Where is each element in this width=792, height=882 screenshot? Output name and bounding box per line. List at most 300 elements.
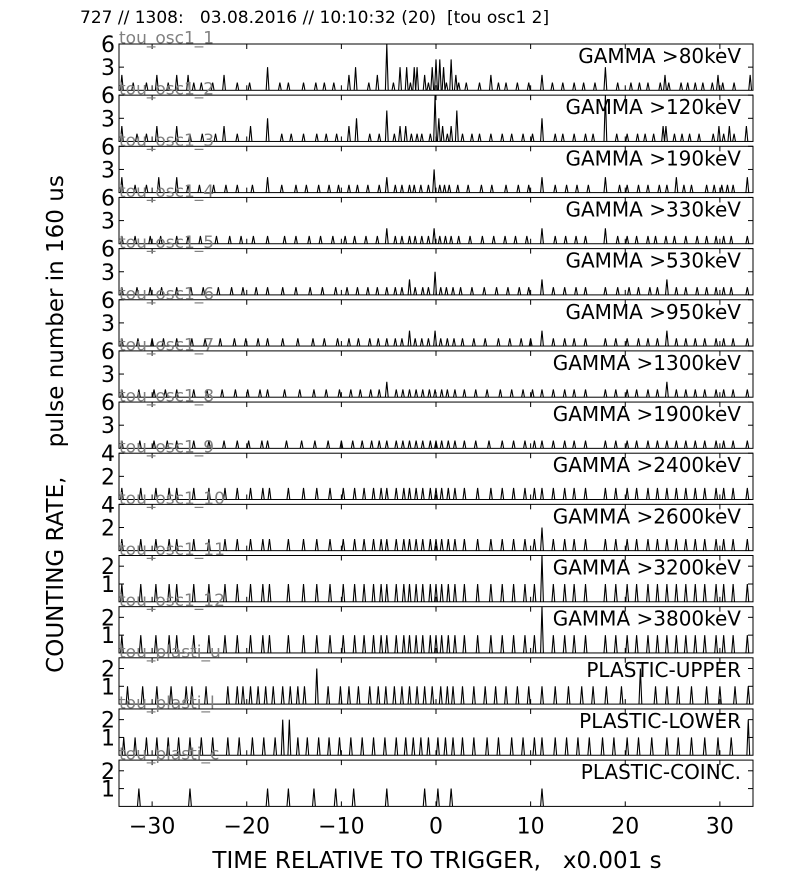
event-spike — [635, 635, 638, 653]
panel-title: GAMMA >3800keV — [552, 606, 741, 631]
event-spike — [395, 488, 398, 500]
event-spike — [576, 185, 579, 193]
event-spike — [681, 134, 684, 142]
event-spike — [361, 441, 364, 449]
channel-label: tou_osc1_1 — [119, 28, 215, 49]
event-spike — [385, 441, 388, 449]
event-spike — [421, 389, 424, 397]
event-spike — [675, 539, 678, 551]
event-spike — [489, 488, 492, 500]
event-spike — [582, 83, 585, 91]
event-spike — [722, 236, 725, 244]
event-spike — [524, 584, 527, 602]
channel-label: tou_plasti_u — [119, 642, 221, 663]
event-spike — [604, 539, 607, 551]
event-spike — [677, 686, 680, 704]
event-spike — [665, 279, 668, 294]
event-spike — [266, 177, 269, 192]
event-spike — [510, 134, 513, 142]
event-spike — [266, 389, 269, 397]
event-spike — [236, 441, 239, 449]
event-spike — [401, 236, 404, 244]
event-spike — [698, 134, 701, 142]
event-spike — [335, 134, 338, 142]
event-spike — [494, 686, 497, 704]
event-spike — [703, 635, 706, 653]
event-spike — [732, 635, 735, 653]
panel-title: GAMMA >2400keV — [552, 453, 741, 478]
event-spike — [476, 584, 479, 602]
event-spike — [541, 737, 544, 755]
event-spike — [298, 389, 301, 397]
event-spike — [684, 635, 687, 653]
event-spike — [249, 539, 252, 551]
event-spike — [349, 389, 352, 397]
event-spike — [359, 389, 362, 397]
event-spike — [522, 134, 525, 142]
panel-title: GAMMA >1300keV — [552, 350, 741, 375]
event-spike — [694, 83, 697, 91]
panel-title: PLASTIC-COINC. — [580, 760, 741, 785]
event-spike — [604, 441, 607, 449]
event-spike — [665, 126, 668, 141]
event-spike — [647, 338, 650, 346]
event-spike — [647, 441, 650, 449]
event-spike — [746, 441, 749, 449]
channel-label: tou_osc1_6 — [119, 284, 215, 305]
event-spike — [614, 584, 617, 602]
event-spike — [296, 686, 299, 704]
event-spike — [408, 389, 411, 397]
x-axis-label: TIME RELATIVE TO TRIGGER, x0.001 s — [212, 848, 662, 874]
event-spike — [635, 236, 638, 244]
event-spike — [281, 287, 284, 295]
event-spike — [465, 83, 468, 91]
event-spike — [573, 441, 576, 449]
event-spike — [308, 236, 311, 244]
event-spike — [393, 686, 396, 704]
event-spike — [573, 539, 576, 551]
event-spike — [444, 236, 447, 244]
event-spike — [262, 737, 265, 755]
event-spike — [527, 83, 530, 91]
event-spike — [656, 441, 659, 449]
event-spike — [635, 539, 638, 551]
event-spike — [484, 686, 487, 704]
event-spike — [366, 185, 369, 193]
event-spike — [452, 737, 455, 755]
channel-label: tou_osc1_4 — [119, 181, 215, 202]
event-spike — [266, 338, 269, 346]
event-spike — [573, 635, 576, 653]
x-tick-label: −20 — [223, 814, 270, 840]
event-spike — [395, 441, 398, 449]
event-spike — [429, 441, 432, 449]
event-spike — [512, 488, 515, 500]
event-spike — [421, 488, 424, 500]
event-spike — [461, 737, 464, 755]
event-spike — [504, 236, 507, 244]
event-spike — [447, 584, 450, 602]
event-spike — [665, 441, 668, 449]
event-spike — [363, 635, 366, 653]
event-spike — [722, 287, 725, 295]
event-spike — [471, 287, 474, 295]
event-spike — [421, 635, 424, 653]
event-spike — [694, 441, 697, 449]
event-spike — [573, 83, 576, 91]
event-spike — [439, 338, 442, 346]
event-spike — [378, 134, 381, 142]
event-spike — [746, 177, 749, 192]
event-spike — [447, 488, 450, 500]
event-spike — [664, 75, 667, 90]
event-spike — [313, 789, 316, 807]
event-spike — [325, 389, 328, 397]
event-spike — [456, 185, 459, 193]
event-spike — [342, 584, 345, 602]
event-spike — [410, 134, 413, 142]
event-spike — [563, 584, 566, 602]
event-spike — [501, 441, 504, 449]
event-spike — [705, 287, 708, 295]
event-spike — [554, 134, 557, 142]
event-spike — [656, 389, 659, 397]
event-spike — [394, 287, 397, 295]
event-spike — [512, 635, 515, 653]
event-spike — [575, 236, 578, 244]
event-spike — [325, 134, 328, 142]
event-spike — [445, 83, 448, 91]
event-spike — [635, 584, 638, 602]
event-spike — [703, 338, 706, 346]
event-spike — [637, 737, 640, 755]
event-spike — [384, 686, 387, 704]
event-spike — [722, 635, 725, 653]
event-spike — [746, 635, 749, 653]
event-spike — [408, 488, 411, 500]
event-spike — [554, 737, 557, 755]
y-tick-label: 2 — [101, 606, 115, 632]
event-spike — [281, 338, 284, 346]
event-spike — [604, 584, 607, 602]
event-spike — [461, 338, 464, 346]
y-tick-label: 1 — [101, 572, 115, 598]
event-spike — [401, 338, 404, 346]
event-spike — [715, 287, 718, 295]
channel-label: tou_osc1_11 — [119, 540, 225, 560]
event-spike — [274, 737, 277, 755]
event-spike — [315, 539, 318, 551]
y-tick-label: 3 — [101, 158, 115, 184]
event-spike — [533, 539, 536, 551]
event-spike — [541, 118, 544, 141]
event-spike — [445, 287, 448, 295]
event-spike — [378, 389, 381, 397]
event-spike — [696, 287, 699, 295]
x-tick-label: −10 — [318, 814, 365, 840]
event-spike — [228, 236, 231, 244]
event-spike — [732, 389, 735, 397]
event-spike — [342, 539, 345, 551]
event-spike — [720, 185, 723, 193]
event-spike — [584, 134, 587, 142]
event-spike — [730, 236, 733, 244]
event-spike — [711, 83, 714, 91]
event-spike — [442, 67, 445, 90]
event-spike — [355, 118, 358, 141]
event-spike — [361, 737, 364, 755]
event-spike — [385, 635, 388, 653]
event-spike — [505, 686, 508, 704]
event-spike — [372, 539, 375, 551]
event-spike — [414, 287, 417, 295]
event-spike — [431, 67, 434, 90]
event-spike — [715, 539, 718, 551]
event-spike — [264, 686, 267, 704]
event-spike — [238, 737, 241, 755]
event-spike — [554, 686, 557, 704]
event-spike — [313, 441, 316, 449]
event-spike — [616, 236, 619, 244]
event-spike — [732, 338, 735, 346]
event-spike — [452, 287, 455, 295]
event-spike — [647, 236, 650, 244]
event-spike — [524, 539, 527, 551]
event-spike — [665, 185, 668, 193]
event-spike — [604, 177, 607, 192]
panel-title: GAMMA >950keV — [565, 299, 741, 324]
event-spike — [248, 83, 251, 91]
event-spike — [732, 441, 735, 449]
event-spike — [419, 185, 422, 193]
x-tick-label: 30 — [705, 814, 734, 840]
event-spike — [438, 236, 441, 244]
event-spike — [401, 389, 404, 397]
event-spike — [588, 737, 591, 755]
event-spike — [746, 287, 749, 295]
event-spike — [732, 185, 735, 193]
event-spike — [137, 789, 140, 807]
event-spike — [454, 488, 457, 500]
event-spike — [429, 539, 432, 551]
event-spike — [541, 488, 544, 500]
event-spike — [665, 382, 668, 397]
event-spike — [733, 134, 736, 142]
event-spike — [684, 236, 687, 244]
event-spike — [703, 584, 706, 602]
event-spike — [369, 389, 372, 397]
event-spike — [665, 737, 668, 755]
event-spike — [416, 686, 419, 704]
event-spike — [715, 635, 718, 653]
event-spike — [385, 382, 388, 397]
event-spike — [507, 287, 510, 295]
panel-title: GAMMA >120keV — [565, 95, 741, 120]
event-spike — [404, 126, 407, 141]
event-spike — [552, 389, 555, 397]
event-spike — [746, 338, 749, 346]
y-tick-label: 3 — [101, 363, 115, 389]
event-spike — [626, 134, 629, 142]
event-spike — [563, 539, 566, 551]
event-spike — [459, 287, 462, 295]
event-spike — [385, 539, 388, 551]
event-spike — [302, 134, 305, 142]
event-spike — [290, 134, 293, 142]
event-spike — [236, 83, 239, 91]
event-spike — [454, 584, 457, 602]
event-spike — [378, 185, 381, 193]
y-tick-label: 6 — [101, 339, 115, 365]
event-spike — [384, 737, 387, 755]
event-spike — [722, 338, 725, 346]
event-spike — [463, 584, 466, 602]
event-spike — [394, 236, 397, 244]
event-spike — [584, 635, 587, 653]
event-spike — [563, 488, 566, 500]
event-spike — [541, 556, 544, 602]
event-spike — [446, 338, 449, 346]
event-spike — [683, 185, 686, 193]
event-spike — [721, 83, 724, 91]
event-spike — [266, 789, 269, 807]
event-spike — [380, 584, 383, 602]
event-spike — [563, 287, 566, 295]
event-spike — [614, 441, 617, 449]
event-spike — [722, 584, 725, 602]
event-spike — [450, 236, 453, 244]
y-tick-label: 3 — [101, 209, 115, 235]
event-spike — [189, 789, 192, 807]
event-spike — [677, 737, 680, 755]
event-spike — [454, 635, 457, 653]
event-spike — [436, 789, 439, 807]
event-spike — [665, 236, 668, 244]
event-spike — [467, 185, 470, 193]
event-spike — [236, 488, 239, 500]
event-spike — [408, 441, 411, 449]
event-spike — [454, 539, 457, 551]
event-spike — [636, 134, 639, 142]
event-spike — [420, 236, 423, 244]
event-spike — [312, 338, 315, 346]
event-spike — [440, 441, 443, 449]
event-spike — [315, 668, 318, 704]
event-spike — [522, 737, 525, 755]
event-spike — [463, 488, 466, 500]
event-spike — [421, 539, 424, 551]
event-spike — [295, 287, 298, 295]
panel-title: GAMMA >2600keV — [552, 504, 741, 529]
event-spike — [718, 126, 721, 141]
event-spike — [353, 236, 356, 244]
event-spike — [221, 389, 224, 397]
event-spike — [501, 584, 504, 602]
event-spike — [616, 83, 619, 91]
event-spike — [614, 338, 617, 346]
event-spike — [236, 686, 239, 704]
event-spike — [348, 126, 351, 141]
event-spike — [317, 185, 320, 193]
event-spike — [584, 287, 587, 295]
event-spike — [564, 236, 567, 244]
event-spike — [223, 126, 226, 141]
event-spike — [215, 236, 218, 244]
event-spike — [457, 83, 460, 91]
event-spike — [541, 75, 544, 90]
event-spike — [414, 236, 417, 244]
event-spike — [541, 441, 544, 449]
panel-title: PLASTIC-LOWER — [579, 708, 741, 733]
event-spike — [626, 635, 629, 653]
event-spike — [399, 126, 402, 141]
y-tick-label: 6 — [101, 135, 115, 161]
event-spike — [690, 686, 693, 704]
event-spike — [261, 635, 264, 653]
event-spike — [747, 686, 750, 704]
event-spike — [420, 338, 423, 346]
event-spike — [461, 134, 464, 142]
event-spike — [408, 686, 411, 704]
event-spike — [614, 539, 617, 551]
event-spike — [236, 539, 239, 551]
event-spike — [450, 126, 453, 141]
event-spike — [315, 488, 318, 500]
event-spike — [694, 338, 697, 346]
event-spike — [650, 737, 653, 755]
event-spike — [287, 83, 290, 91]
event-spike — [675, 441, 678, 449]
event-spike — [438, 185, 441, 193]
event-spike — [604, 635, 607, 653]
event-spike — [584, 389, 587, 397]
event-spike — [463, 441, 466, 449]
event-spike — [385, 584, 388, 602]
event-spike — [665, 488, 668, 500]
event-spike — [401, 686, 404, 704]
event-spike — [573, 134, 576, 142]
event-spike — [288, 720, 291, 756]
event-spike — [662, 126, 665, 141]
event-spike — [438, 59, 441, 90]
event-spike — [694, 635, 697, 653]
event-spike — [372, 737, 375, 755]
event-spike — [372, 635, 375, 653]
event-spike — [395, 635, 398, 653]
event-spike — [429, 488, 432, 500]
event-spike — [694, 389, 697, 397]
event-spike — [314, 83, 317, 91]
event-spike — [287, 789, 290, 807]
event-spike — [401, 441, 404, 449]
event-spike — [395, 737, 398, 755]
event-spike — [684, 488, 687, 500]
event-spike — [219, 338, 222, 346]
event-spike — [524, 488, 527, 500]
event-spike — [427, 236, 430, 244]
event-spike — [402, 539, 405, 551]
event-spike — [230, 287, 233, 295]
event-spike — [415, 389, 418, 397]
y-tick-label: 1 — [101, 624, 115, 650]
event-spike — [272, 686, 275, 704]
event-spike — [592, 134, 595, 142]
event-spike — [447, 539, 450, 551]
event-spike — [377, 686, 380, 704]
event-spike — [638, 83, 641, 91]
event-spike — [730, 287, 733, 295]
